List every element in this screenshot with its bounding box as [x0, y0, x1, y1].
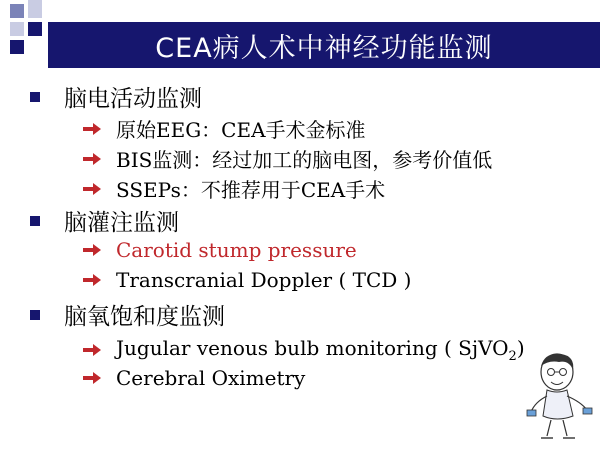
arrow-right-icon [82, 273, 102, 287]
section-heading-text: 脑灌注监测 [64, 210, 179, 236]
list-item: Cerebral Oximetry [82, 366, 305, 390]
sjvo2-item-text: Jugular venous bulb monitoring ( SjVO$_2$) [116, 336, 525, 364]
section-heading-eeg [30, 80, 202, 113]
section-heading-text: 脑氧饱和度监测 [64, 304, 225, 330]
cartoon-doctor-illustration [525, 350, 595, 442]
list-item [82, 336, 525, 364]
square-bullet-icon [30, 92, 40, 102]
slide-title: CEA病人术中神经功能监测 [155, 32, 493, 64]
arrow-right-icon [82, 182, 102, 196]
square-bullet-icon [30, 216, 40, 226]
title-bar [48, 22, 600, 68]
list-item: Transcranial Doppler ( TCD ) [82, 268, 411, 292]
section-heading-oxygenation [30, 298, 225, 331]
list-item: BIS监测：经过加工的脑电图，参考价值低 [82, 144, 492, 173]
arrow-right-icon [82, 371, 102, 385]
section-heading-text: 脑电活动监测 [64, 86, 202, 112]
list-item: 原始EEG：CEA手术金标准 [82, 114, 366, 143]
section-heading-perfusion [30, 204, 179, 237]
list-item: SSEPs：不推荐用于CEA手术 [82, 174, 385, 203]
square-bullet-icon [30, 310, 40, 320]
arrow-right-icon [82, 122, 102, 136]
arrow-right-icon [82, 343, 102, 357]
list-item: Carotid stump pressure [82, 238, 357, 262]
arrow-right-icon [82, 243, 102, 257]
arrow-right-icon [82, 152, 102, 166]
